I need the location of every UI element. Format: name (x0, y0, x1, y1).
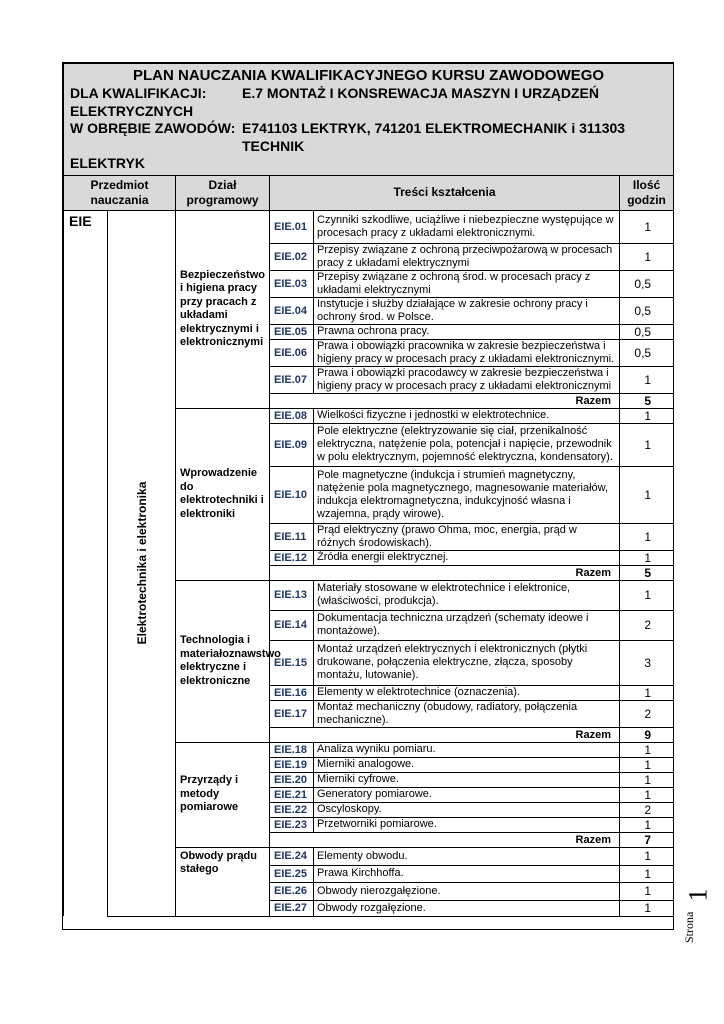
content-hours: 0,5 (620, 270, 674, 297)
content-hours: 1 (620, 210, 674, 243)
content-hours: 1 (620, 423, 674, 466)
content-code: EIE.21 (270, 787, 314, 802)
department-name: Przyrządy i metody pomiarowe (176, 742, 270, 847)
total-label: Razem (270, 832, 620, 847)
content-hours: 1 (620, 757, 674, 772)
content-description: Montaż mechaniczny (obudowy, radiatory, połączenia mechaniczne). (314, 700, 620, 727)
content-hours: 2 (620, 802, 674, 817)
content-code: EIE.01 (270, 210, 314, 243)
content-code: EIE.23 (270, 817, 314, 832)
curriculum-table (63, 63, 674, 917)
content-description: Oscyloskopy. (314, 802, 620, 817)
professions-continuation: ELEKTRYK (70, 155, 145, 171)
content-hours: 3 (620, 640, 674, 685)
content-code: EIE.06 (270, 339, 314, 366)
qualification-value: E.7 MONTAŻ I KONSREWACJA MASZYN I URZĄDZEŃ (242, 85, 600, 101)
page-word: Strona (682, 911, 696, 943)
column-header-row (64, 175, 674, 210)
content-description: Wielkości fizyczne i jednostki w elektrotechnice. (314, 408, 620, 423)
total-value: 7 (620, 832, 674, 847)
subject-code-cell: EIE (64, 210, 108, 916)
content-code: EIE.10 (270, 466, 314, 523)
content-hours: 1 (620, 550, 674, 565)
document-header (64, 64, 674, 176)
curriculum-document (62, 62, 674, 930)
content-hours: 0,5 (620, 297, 674, 324)
professions-label: W OBRĘBIE ZAWODÓW: (70, 120, 236, 136)
table-row (64, 210, 674, 243)
content-code: EIE.26 (270, 882, 314, 900)
content-description: Obwody rozgałęzione. (314, 900, 620, 916)
content-code: EIE.05 (270, 324, 314, 339)
department-name: Obwody prądu stałego (176, 847, 270, 916)
content-code: EIE.08 (270, 408, 314, 423)
content-hours: 1 (620, 243, 674, 270)
content-code: EIE.24 (270, 847, 314, 865)
content-code: EIE.19 (270, 757, 314, 772)
column-header-content: Treści kształcenia (270, 175, 620, 210)
table-body (64, 210, 674, 916)
content-description: Przepisy związane z ochroną przeciwpożarową w procesach pracy z układami elektrycznymi (314, 243, 620, 270)
content-code: EIE.18 (270, 742, 314, 757)
content-hours: 1 (620, 772, 674, 787)
column-header-department: Dział programowy (176, 175, 270, 210)
content-code: EIE.16 (270, 685, 314, 700)
content-description: Źródła energii elektrycznej. (314, 550, 620, 565)
content-code: EIE.14 (270, 610, 314, 640)
department-name: Bezpieczeństwo i higiena pracy przy pracach z układami elektrycznymi i elektronicznymi (176, 210, 270, 408)
content-code: EIE.07 (270, 366, 314, 393)
content-code: EIE.11 (270, 523, 314, 550)
content-description: Dokumentacja techniczna urządzeń (schematy ideowe i montażowe). (314, 610, 620, 640)
content-description: Prawa i obowiązki pracownika w zakresie bezpieczeństwa i higieny pracy w procesach pracy z układami elektronicznymi. (314, 339, 620, 366)
qualification-label: DLA KWALIFIKACJI: (70, 85, 207, 101)
content-code: EIE.03 (270, 270, 314, 297)
content-code: EIE.13 (270, 580, 314, 610)
total-value: 9 (620, 727, 674, 742)
content-code: EIE.15 (270, 640, 314, 685)
total-label: Razem (270, 727, 620, 742)
content-code: EIE.02 (270, 243, 314, 270)
department-name: Wprowadzenie do elektrotechniki i elektroniki (176, 408, 270, 580)
content-hours: 1 (620, 742, 674, 757)
total-value: 5 (620, 393, 674, 408)
total-label: Razem (270, 565, 620, 580)
content-hours: 2 (620, 700, 674, 727)
content-description: Obwody nierozgałęzione. (314, 882, 620, 900)
content-description: Przetworniki pomiarowe. (314, 817, 620, 832)
content-description: Prąd elektryczny (prawo Ohma, moc, energia, prąd w różnych środowiskach). (314, 523, 620, 550)
content-description: Mierniki analogowe. (314, 757, 620, 772)
subject-name-cell (108, 210, 176, 916)
content-description: Materiały stosowane w elektrotechnice i elektronice, (właściwości, produkcja). (314, 580, 620, 610)
page-number-label (678, 885, 722, 945)
professions-line (70, 120, 667, 155)
column-header-subject: Przedmiot nauczania (64, 175, 176, 210)
content-hours: 1 (620, 900, 674, 916)
content-description: Mierniki cyfrowe. (314, 772, 620, 787)
document-title: PLAN NAUCZANIA KWALIFIKACYJNEGO KURSU ZAWODOWEGO (132, 67, 605, 84)
content-hours: 1 (620, 847, 674, 865)
content-hours: 1 (620, 865, 674, 882)
content-hours: 1 (620, 817, 674, 832)
total-label: Razem (270, 393, 620, 408)
content-description: Instytucje i służby działające w zakresie ochrony pracy i ochrony środ. w Polsce. (314, 297, 620, 324)
content-hours: 1 (620, 523, 674, 550)
content-hours: 0,5 (620, 324, 674, 339)
department-name: Technologia i materiałoznawstwo elektryczne i elektroniczne (176, 580, 270, 742)
qualification-continuation: ELEKTRYCZNYCH (70, 102, 194, 119)
content-code: EIE.12 (270, 550, 314, 565)
content-description: Prawna ochrona pracy. (314, 324, 620, 339)
content-hours: 0,5 (620, 339, 674, 366)
content-hours: 1 (620, 787, 674, 802)
content-code: EIE.27 (270, 900, 314, 916)
total-value: 5 (620, 565, 674, 580)
content-description: Przepisy związane z ochroną środ. w procesach pracy z układami elektrycznymi (314, 270, 620, 297)
content-code: EIE.04 (270, 297, 314, 324)
column-header-hours: Ilość godzin (620, 175, 674, 210)
content-description: Elementy obwodu. (314, 847, 620, 865)
content-description: Elementy w elektrotechnice (oznaczenia). (314, 685, 620, 700)
content-hours: 2 (620, 610, 674, 640)
content-hours: 1 (620, 882, 674, 900)
content-code: EIE.20 (270, 772, 314, 787)
content-description: Prawa Kirchhoffa. (314, 865, 620, 882)
content-code: EIE.17 (270, 700, 314, 727)
content-code: EIE.25 (270, 865, 314, 882)
content-hours: 1 (620, 408, 674, 423)
content-description: Czynniki szkodliwe, uciążliwe i niebezpieczne występujące w procesach pracy z układami elektronicznymi. (314, 210, 620, 243)
content-description: Generatory pomiarowe. (314, 787, 620, 802)
content-code: EIE.09 (270, 423, 314, 466)
content-code: EIE.22 (270, 802, 314, 817)
qualification-line (70, 85, 667, 103)
content-hours: 1 (620, 580, 674, 610)
content-hours: 1 (620, 466, 674, 523)
content-description: Pole magnetyczne (indukcja i strumień magnetyczny, natężenie pola magnetycznego, magnesowanie materiałów, indukcja elektromagnetyczna, indukcyjność własna i wzajemna, prądy wirowe). (314, 466, 620, 523)
content-hours: 1 (620, 366, 674, 393)
content-description: Montaż urządzeń elektrycznych i elektronicznych (płytki drukowane, połączenia elektryczne, złącza, sposoby montażu, lutowanie). (314, 640, 620, 685)
page-number: 1 (683, 888, 713, 902)
content-description: Pole elektryczne (elektryzowanie się ciał, przenikalność elektryczna, natężenie pola, potencjał i napięcie, przewodnik w polu elektrycznym, pojemność elektryczna, kondensatory). (314, 423, 620, 466)
professions-value: E741103 LEKTRYK, 741201 ELEKTROMECHANIK i 311303 TECHNIK (242, 120, 626, 154)
subject-name-wrapper (111, 221, 172, 906)
content-hours: 1 (620, 685, 674, 700)
content-description: Analiza wyniku pomiaru. (314, 742, 620, 757)
content-description: Prawa i obowiązki pracodawcy w zakresie bezpieczeństwa i higieny pracy w procesach pracy z układami elektronicznymi (314, 366, 620, 393)
subject-name: Elektrotechnika i elektronika (134, 481, 149, 645)
